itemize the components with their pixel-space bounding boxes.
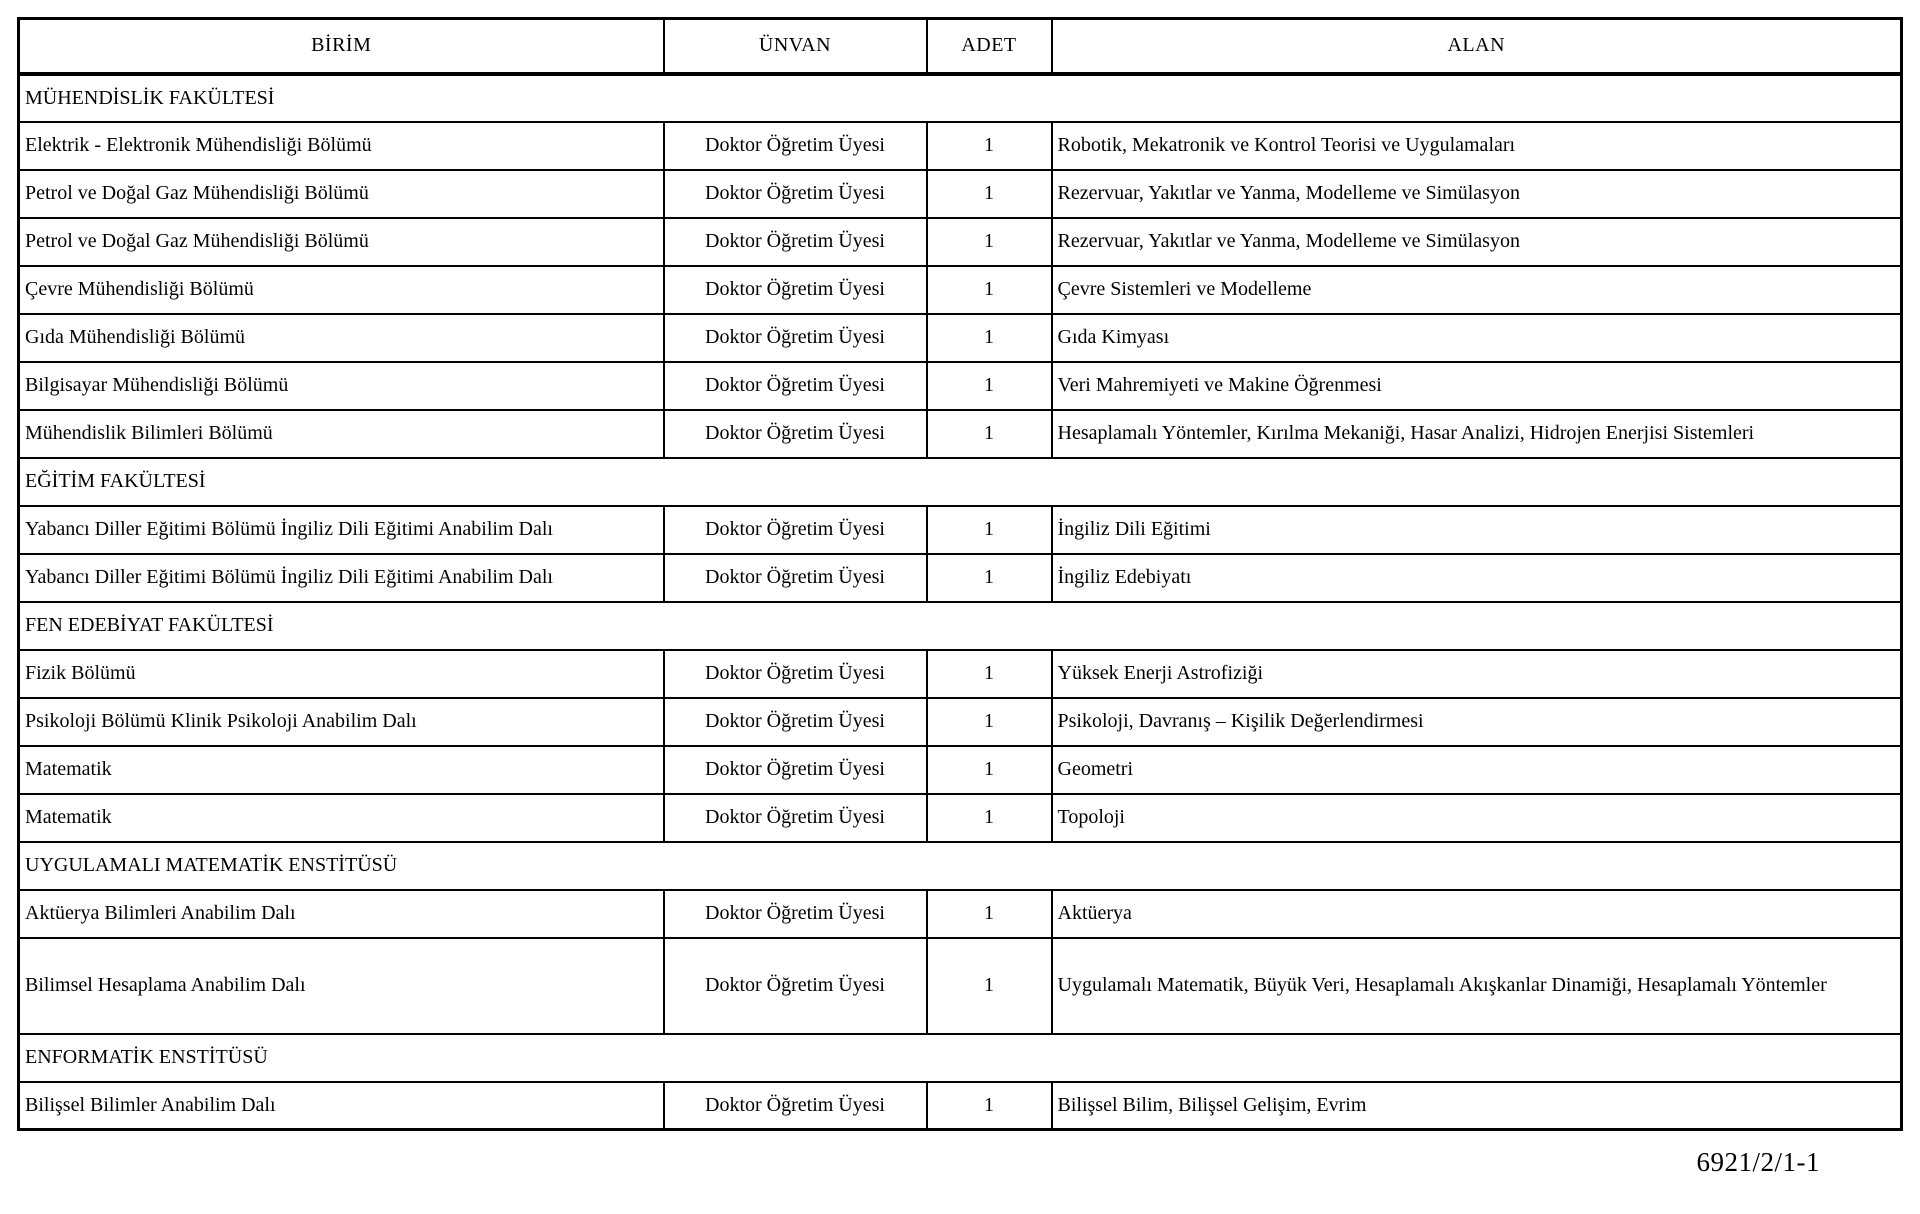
- cell-birim: Matematik: [19, 794, 664, 842]
- cell-alan: İngiliz Edebiyatı: [1052, 554, 1902, 602]
- cell-adet: 1: [927, 362, 1052, 410]
- cell-unvan: Doktor Öğretim Üyesi: [664, 266, 927, 314]
- cell-unvan: Doktor Öğretim Üyesi: [664, 794, 927, 842]
- table-row: [19, 410, 1902, 458]
- section-label: EĞİTİM FAKÜLTESİ: [19, 458, 1902, 506]
- cell-unvan: Doktor Öğretim Üyesi: [664, 890, 927, 938]
- cell-birim: Psikoloji Bölümü Klinik Psikoloji Anabilim Dalı: [19, 698, 664, 746]
- section-label: UYGULAMALI MATEMATİK ENSTİTÜSÜ: [19, 842, 1902, 890]
- column-header-birim: BİRİM: [19, 19, 664, 74]
- cell-adet: 1: [927, 1082, 1052, 1130]
- cell-alan: Bilişsel Bilim, Bilişsel Gelişim, Evrim: [1052, 1082, 1902, 1130]
- table-row: [19, 698, 1902, 746]
- cell-adet: 1: [927, 410, 1052, 458]
- cell-alan: Geometri: [1052, 746, 1902, 794]
- column-header-alan: ALAN: [1052, 19, 1902, 74]
- cell-adet: 1: [927, 122, 1052, 170]
- cell-adet: 1: [927, 794, 1052, 842]
- cell-unvan: Doktor Öğretim Üyesi: [664, 698, 927, 746]
- table-row: [19, 266, 1902, 314]
- cell-alan: Rezervuar, Yakıtlar ve Yanma, Modelleme ve Simülasyon: [1052, 218, 1902, 266]
- cell-alan: Aktüerya: [1052, 890, 1902, 938]
- cell-alan: Hesaplamalı Yöntemler, Kırılma Mekaniği, Hasar Analizi, Hidrojen Enerjisi Sistemleri: [1052, 410, 1902, 458]
- academic-positions-table: [17, 17, 1903, 1131]
- cell-birim: Elektrik - Elektronik Mühendisliği Bölümü: [19, 122, 664, 170]
- cell-adet: 1: [927, 650, 1052, 698]
- cell-unvan: Doktor Öğretim Üyesi: [664, 938, 927, 1034]
- section-row: [19, 458, 1902, 506]
- table-row: [19, 1082, 1902, 1130]
- document-reference-number: 6921/2/1-1: [1696, 1147, 1820, 1177]
- column-header-unvan: ÜNVAN: [664, 19, 927, 74]
- table-row: [19, 362, 1902, 410]
- table-row: [19, 938, 1902, 1034]
- cell-alan: Psikoloji, Davranış – Kişilik Değerlendirmesi: [1052, 698, 1902, 746]
- section-label: ENFORMATİK ENSTİTÜSÜ: [19, 1034, 1902, 1082]
- table-header-row: [19, 19, 1902, 74]
- section-row: [19, 602, 1902, 650]
- cell-unvan: Doktor Öğretim Üyesi: [664, 410, 927, 458]
- cell-birim: Mühendislik Bilimleri Bölümü: [19, 410, 664, 458]
- table-row: [19, 218, 1902, 266]
- section-row: [19, 1034, 1902, 1082]
- table-row: [19, 170, 1902, 218]
- section-label: MÜHENDİSLİK FAKÜLTESİ: [19, 74, 1902, 122]
- cell-alan: Gıda Kimyası: [1052, 314, 1902, 362]
- cell-unvan: Doktor Öğretim Üyesi: [664, 314, 927, 362]
- cell-alan: Çevre Sistemleri ve Modelleme: [1052, 266, 1902, 314]
- table-row: [19, 650, 1902, 698]
- cell-adet: 1: [927, 554, 1052, 602]
- cell-adet: 1: [927, 266, 1052, 314]
- cell-birim: Bilgisayar Mühendisliği Bölümü: [19, 362, 664, 410]
- cell-alan: Veri Mahremiyeti ve Makine Öğrenmesi: [1052, 362, 1902, 410]
- cell-unvan: Doktor Öğretim Üyesi: [664, 362, 927, 410]
- cell-adet: 1: [927, 746, 1052, 794]
- table-row: [19, 794, 1902, 842]
- cell-birim: Yabancı Diller Eğitimi Bölümü İngiliz Dili Eğitimi Anabilim Dalı: [19, 506, 664, 554]
- cell-birim: Matematik: [19, 746, 664, 794]
- cell-alan: Robotik, Mekatronik ve Kontrol Teorisi ve Uygulamaları: [1052, 122, 1902, 170]
- cell-unvan: Doktor Öğretim Üyesi: [664, 218, 927, 266]
- section-row: [19, 74, 1902, 122]
- cell-unvan: Doktor Öğretim Üyesi: [664, 170, 927, 218]
- cell-birim: Yabancı Diller Eğitimi Bölümü İngiliz Dili Eğitimi Anabilim Dalı: [19, 554, 664, 602]
- cell-birim: Bilimsel Hesaplama Anabilim Dalı: [19, 938, 664, 1034]
- cell-unvan: Doktor Öğretim Üyesi: [664, 746, 927, 794]
- table-row: [19, 890, 1902, 938]
- table-row: [19, 122, 1902, 170]
- cell-birim: Petrol ve Doğal Gaz Mühendisliği Bölümü: [19, 170, 664, 218]
- cell-alan: İngiliz Dili Eğitimi: [1052, 506, 1902, 554]
- column-header-adet: ADET: [927, 19, 1052, 74]
- cell-alan: Uygulamalı Matematik, Büyük Veri, Hesaplamalı Akışkanlar Dinamiği, Hesaplamalı Yöntemler: [1052, 938, 1902, 1034]
- table-row: [19, 506, 1902, 554]
- cell-alan: Rezervuar, Yakıtlar ve Yanma, Modelleme ve Simülasyon: [1052, 170, 1902, 218]
- cell-birim: Aktüerya Bilimleri Anabilim Dalı: [19, 890, 664, 938]
- section-label: FEN EDEBİYAT FAKÜLTESİ: [19, 602, 1902, 650]
- cell-unvan: Doktor Öğretim Üyesi: [664, 554, 927, 602]
- cell-unvan: Doktor Öğretim Üyesi: [664, 1082, 927, 1130]
- table-body: [19, 74, 1902, 1130]
- cell-birim: Petrol ve Doğal Gaz Mühendisliği Bölümü: [19, 218, 664, 266]
- cell-adet: 1: [927, 938, 1052, 1034]
- cell-birim: Çevre Mühendisliği Bölümü: [19, 266, 664, 314]
- cell-adet: 1: [927, 218, 1052, 266]
- table-row: [19, 554, 1902, 602]
- section-row: [19, 842, 1902, 890]
- cell-adet: 1: [927, 890, 1052, 938]
- cell-adet: 1: [927, 698, 1052, 746]
- cell-alan: Topoloji: [1052, 794, 1902, 842]
- cell-birim: Gıda Mühendisliği Bölümü: [19, 314, 664, 362]
- cell-birim: Fizik Bölümü: [19, 650, 664, 698]
- cell-alan: Yüksek Enerji Astrofiziği: [1052, 650, 1902, 698]
- cell-unvan: Doktor Öğretim Üyesi: [664, 650, 927, 698]
- table-row: [19, 746, 1902, 794]
- cell-birim: Bilişsel Bilimler Anabilim Dalı: [19, 1082, 664, 1130]
- cell-unvan: Doktor Öğretim Üyesi: [664, 122, 927, 170]
- cell-adet: 1: [927, 314, 1052, 362]
- table-row: [19, 314, 1902, 362]
- cell-unvan: Doktor Öğretim Üyesi: [664, 506, 927, 554]
- cell-adet: 1: [927, 506, 1052, 554]
- cell-adet: 1: [927, 170, 1052, 218]
